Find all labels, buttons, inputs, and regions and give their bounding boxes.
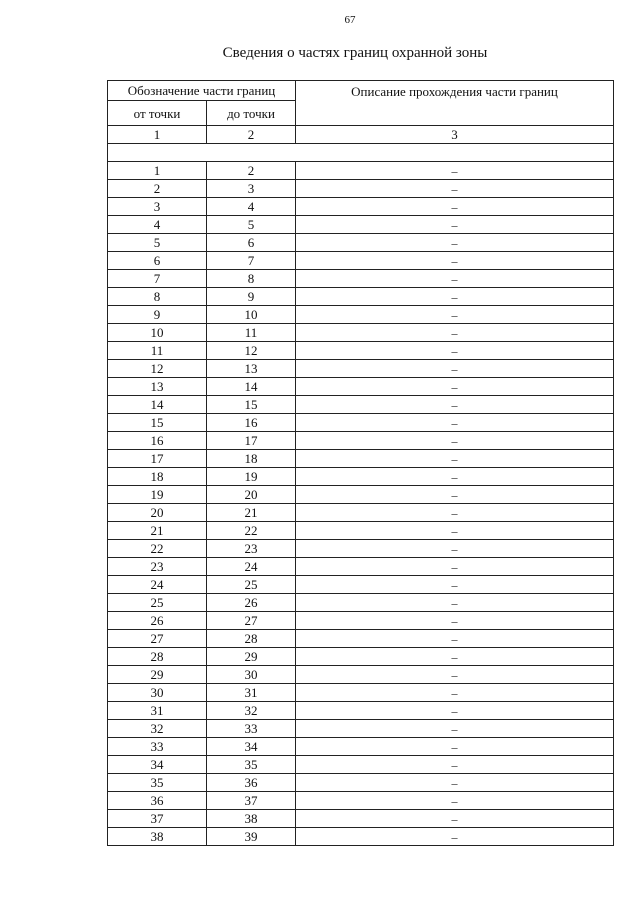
from-point-cell: 35 bbox=[108, 774, 207, 792]
from-point-cell: 22 bbox=[108, 540, 207, 558]
description-text: – bbox=[451, 560, 458, 574]
table-row bbox=[108, 216, 614, 234]
to-point-cell: 10 bbox=[207, 306, 296, 324]
description-cell bbox=[296, 666, 614, 684]
from-point-cell: 28 bbox=[108, 648, 207, 666]
empty-row bbox=[108, 144, 614, 162]
description-cell bbox=[296, 612, 614, 630]
from-point-cell: 25 bbox=[108, 594, 207, 612]
to-point-cell: 23 bbox=[207, 540, 296, 558]
from-point-cell: 7 bbox=[108, 270, 207, 288]
description-cell bbox=[296, 306, 614, 324]
table-row bbox=[108, 666, 614, 684]
from-point-cell: 4 bbox=[108, 216, 207, 234]
description-cell bbox=[296, 288, 614, 306]
description-cell bbox=[296, 486, 614, 504]
description-text: – bbox=[451, 542, 458, 556]
to-point-cell: 25 bbox=[207, 576, 296, 594]
description-cell bbox=[296, 702, 614, 720]
description-cell bbox=[296, 738, 614, 756]
to-point-cell: 21 bbox=[207, 504, 296, 522]
to-point-cell: 38 bbox=[207, 810, 296, 828]
from-point-cell: 10 bbox=[108, 324, 207, 342]
table-row bbox=[108, 468, 614, 486]
description-cell bbox=[296, 468, 614, 486]
from-point-cell: 23 bbox=[108, 558, 207, 576]
to-point-cell: 35 bbox=[207, 756, 296, 774]
description-cell bbox=[296, 234, 614, 252]
from-point-cell: 29 bbox=[108, 666, 207, 684]
table-row bbox=[108, 702, 614, 720]
to-point-cell: 29 bbox=[207, 648, 296, 666]
to-point-cell: 39 bbox=[207, 828, 296, 846]
to-point-cell: 34 bbox=[207, 738, 296, 756]
table-row bbox=[108, 396, 614, 414]
description-text: – bbox=[451, 164, 458, 178]
to-point-cell: 8 bbox=[207, 270, 296, 288]
description-cell bbox=[296, 432, 614, 450]
table-row bbox=[108, 198, 614, 216]
description-text: – bbox=[451, 326, 458, 340]
table-row bbox=[108, 414, 614, 432]
from-point-cell: 9 bbox=[108, 306, 207, 324]
to-point-cell: 14 bbox=[207, 378, 296, 396]
to-point-cell: 30 bbox=[207, 666, 296, 684]
description-text: – bbox=[451, 344, 458, 358]
description-text: – bbox=[451, 794, 458, 808]
description-cell bbox=[296, 252, 614, 270]
description-text: – bbox=[451, 272, 458, 286]
to-point-cell: 12 bbox=[207, 342, 296, 360]
to-point-cell: 36 bbox=[207, 774, 296, 792]
description-cell bbox=[296, 378, 614, 396]
description-text: – bbox=[451, 722, 458, 736]
from-point-cell: 27 bbox=[108, 630, 207, 648]
from-point-cell: 32 bbox=[108, 720, 207, 738]
description-text: – bbox=[451, 200, 458, 214]
from-point-cell: 34 bbox=[108, 756, 207, 774]
from-point-cell: 19 bbox=[108, 486, 207, 504]
description-text: – bbox=[451, 470, 458, 484]
description-text: – bbox=[451, 830, 458, 844]
description-text: – bbox=[451, 452, 458, 466]
from-point-cell: 6 bbox=[108, 252, 207, 270]
from-point-cell: 37 bbox=[108, 810, 207, 828]
description-text: – bbox=[451, 380, 458, 394]
table-row bbox=[108, 522, 614, 540]
table-row bbox=[108, 630, 614, 648]
to-point-cell: 4 bbox=[207, 198, 296, 216]
description-cell bbox=[296, 270, 614, 288]
description-cell bbox=[296, 828, 614, 846]
document-title: Сведения о частях границ охранной зоны bbox=[222, 45, 488, 61]
to-point-cell: 11 bbox=[207, 324, 296, 342]
from-point-cell: 5 bbox=[108, 234, 207, 252]
table-row bbox=[108, 738, 614, 756]
to-point-cell: 13 bbox=[207, 360, 296, 378]
description-cell bbox=[296, 558, 614, 576]
table-row bbox=[108, 792, 614, 810]
table-row bbox=[108, 774, 614, 792]
table-row bbox=[108, 576, 614, 594]
table-body bbox=[108, 126, 614, 846]
table-row bbox=[108, 648, 614, 666]
from-point-cell: 1 bbox=[108, 162, 207, 180]
table-row bbox=[108, 288, 614, 306]
description-text: – bbox=[451, 254, 458, 268]
table-row bbox=[108, 342, 614, 360]
description-text: – bbox=[451, 308, 458, 322]
to-point-cell: 24 bbox=[207, 558, 296, 576]
description-cell bbox=[296, 360, 614, 378]
to-point-cell: 18 bbox=[207, 450, 296, 468]
from-point-cell: 8 bbox=[108, 288, 207, 306]
table-row bbox=[108, 378, 614, 396]
description-text: – bbox=[451, 614, 458, 628]
from-point-cell: 21 bbox=[108, 522, 207, 540]
description-cell bbox=[296, 522, 614, 540]
description-cell bbox=[296, 720, 614, 738]
description-cell bbox=[296, 396, 614, 414]
table-row bbox=[108, 270, 614, 288]
description-cell bbox=[296, 324, 614, 342]
to-point-cell: 32 bbox=[207, 702, 296, 720]
to-point-cell: 33 bbox=[207, 720, 296, 738]
from-point-cell: 33 bbox=[108, 738, 207, 756]
empty-cell bbox=[108, 144, 614, 162]
table-row bbox=[108, 306, 614, 324]
column-number: 2 bbox=[207, 126, 296, 144]
description-cell bbox=[296, 684, 614, 702]
description-text: – bbox=[451, 596, 458, 610]
table-row bbox=[108, 594, 614, 612]
table-row bbox=[108, 360, 614, 378]
header-from-point: от точки bbox=[108, 101, 207, 126]
from-point-cell: 24 bbox=[108, 576, 207, 594]
description-text: – bbox=[451, 236, 458, 250]
from-point-cell: 31 bbox=[108, 702, 207, 720]
table-row bbox=[108, 558, 614, 576]
table-row bbox=[108, 324, 614, 342]
description-cell bbox=[296, 774, 614, 792]
description-text: – bbox=[451, 182, 458, 196]
table-row bbox=[108, 252, 614, 270]
table-row bbox=[108, 432, 614, 450]
table-row bbox=[108, 810, 614, 828]
description-cell bbox=[296, 630, 614, 648]
header-boundary-designation: Обозначение части границ bbox=[108, 81, 296, 101]
description-cell bbox=[296, 216, 614, 234]
description-text: – bbox=[451, 740, 458, 754]
description-text: – bbox=[451, 290, 458, 304]
header-description: Описание прохождения части границ bbox=[296, 81, 614, 126]
table-row bbox=[108, 540, 614, 558]
description-text: – bbox=[451, 668, 458, 682]
description-text: – bbox=[451, 650, 458, 664]
column-number: 1 bbox=[108, 126, 207, 144]
table-row bbox=[108, 162, 614, 180]
from-point-cell: 11 bbox=[108, 342, 207, 360]
from-point-cell: 36 bbox=[108, 792, 207, 810]
from-point-cell: 15 bbox=[108, 414, 207, 432]
table-row bbox=[108, 720, 614, 738]
from-point-cell: 26 bbox=[108, 612, 207, 630]
table-row bbox=[108, 504, 614, 522]
to-point-cell: 31 bbox=[207, 684, 296, 702]
to-point-cell: 6 bbox=[207, 234, 296, 252]
description-text: – bbox=[451, 758, 458, 772]
description-text: – bbox=[451, 506, 458, 520]
from-point-cell: 3 bbox=[108, 198, 207, 216]
description-text: – bbox=[451, 398, 458, 412]
description-cell bbox=[296, 810, 614, 828]
from-point-cell: 2 bbox=[108, 180, 207, 198]
description-cell bbox=[296, 576, 614, 594]
to-point-cell: 16 bbox=[207, 414, 296, 432]
table-row bbox=[108, 828, 614, 846]
from-point-cell: 14 bbox=[108, 396, 207, 414]
to-point-cell: 19 bbox=[207, 468, 296, 486]
to-point-cell: 9 bbox=[207, 288, 296, 306]
description-cell bbox=[296, 342, 614, 360]
to-point-cell: 28 bbox=[207, 630, 296, 648]
from-point-cell: 12 bbox=[108, 360, 207, 378]
description-text: – bbox=[451, 704, 458, 718]
description-text: – bbox=[451, 416, 458, 430]
table-row bbox=[108, 756, 614, 774]
to-point-cell: 17 bbox=[207, 432, 296, 450]
description-text: – bbox=[451, 686, 458, 700]
description-text: – bbox=[451, 524, 458, 538]
description-text: – bbox=[451, 362, 458, 376]
table-row bbox=[108, 450, 614, 468]
column-number-row bbox=[108, 126, 614, 144]
to-point-cell: 5 bbox=[207, 216, 296, 234]
description-cell bbox=[296, 540, 614, 558]
from-point-cell: 18 bbox=[108, 468, 207, 486]
from-point-cell: 13 bbox=[108, 378, 207, 396]
to-point-cell: 20 bbox=[207, 486, 296, 504]
description-cell bbox=[296, 504, 614, 522]
table-row bbox=[108, 180, 614, 198]
description-cell bbox=[296, 198, 614, 216]
to-point-cell: 15 bbox=[207, 396, 296, 414]
boundary-parts-table bbox=[107, 80, 614, 846]
description-cell bbox=[296, 648, 614, 666]
from-point-cell: 30 bbox=[108, 684, 207, 702]
description-cell bbox=[296, 594, 614, 612]
table-row bbox=[108, 684, 614, 702]
description-text: – bbox=[451, 578, 458, 592]
column-number: 3 bbox=[296, 126, 614, 144]
table-row bbox=[108, 486, 614, 504]
from-point-cell: 16 bbox=[108, 432, 207, 450]
description-cell bbox=[296, 756, 614, 774]
description-cell bbox=[296, 162, 614, 180]
description-text: – bbox=[451, 488, 458, 502]
description-cell bbox=[296, 180, 614, 198]
description-text: – bbox=[451, 812, 458, 826]
description-text: – bbox=[451, 776, 458, 790]
from-point-cell: 17 bbox=[108, 450, 207, 468]
to-point-cell: 22 bbox=[207, 522, 296, 540]
description-text: – bbox=[451, 218, 458, 232]
description-text: – bbox=[451, 434, 458, 448]
description-cell bbox=[296, 792, 614, 810]
table-row bbox=[108, 234, 614, 252]
to-point-cell: 27 bbox=[207, 612, 296, 630]
table-row bbox=[108, 612, 614, 630]
page-number: 67 bbox=[344, 14, 356, 26]
description-cell bbox=[296, 450, 614, 468]
to-point-cell: 7 bbox=[207, 252, 296, 270]
from-point-cell: 20 bbox=[108, 504, 207, 522]
to-point-cell: 37 bbox=[207, 792, 296, 810]
to-point-cell: 26 bbox=[207, 594, 296, 612]
to-point-cell: 3 bbox=[207, 180, 296, 198]
header-to-point: до точки bbox=[207, 101, 296, 126]
description-text: – bbox=[451, 632, 458, 646]
description-cell bbox=[296, 414, 614, 432]
to-point-cell: 2 bbox=[207, 162, 296, 180]
from-point-cell: 38 bbox=[108, 828, 207, 846]
